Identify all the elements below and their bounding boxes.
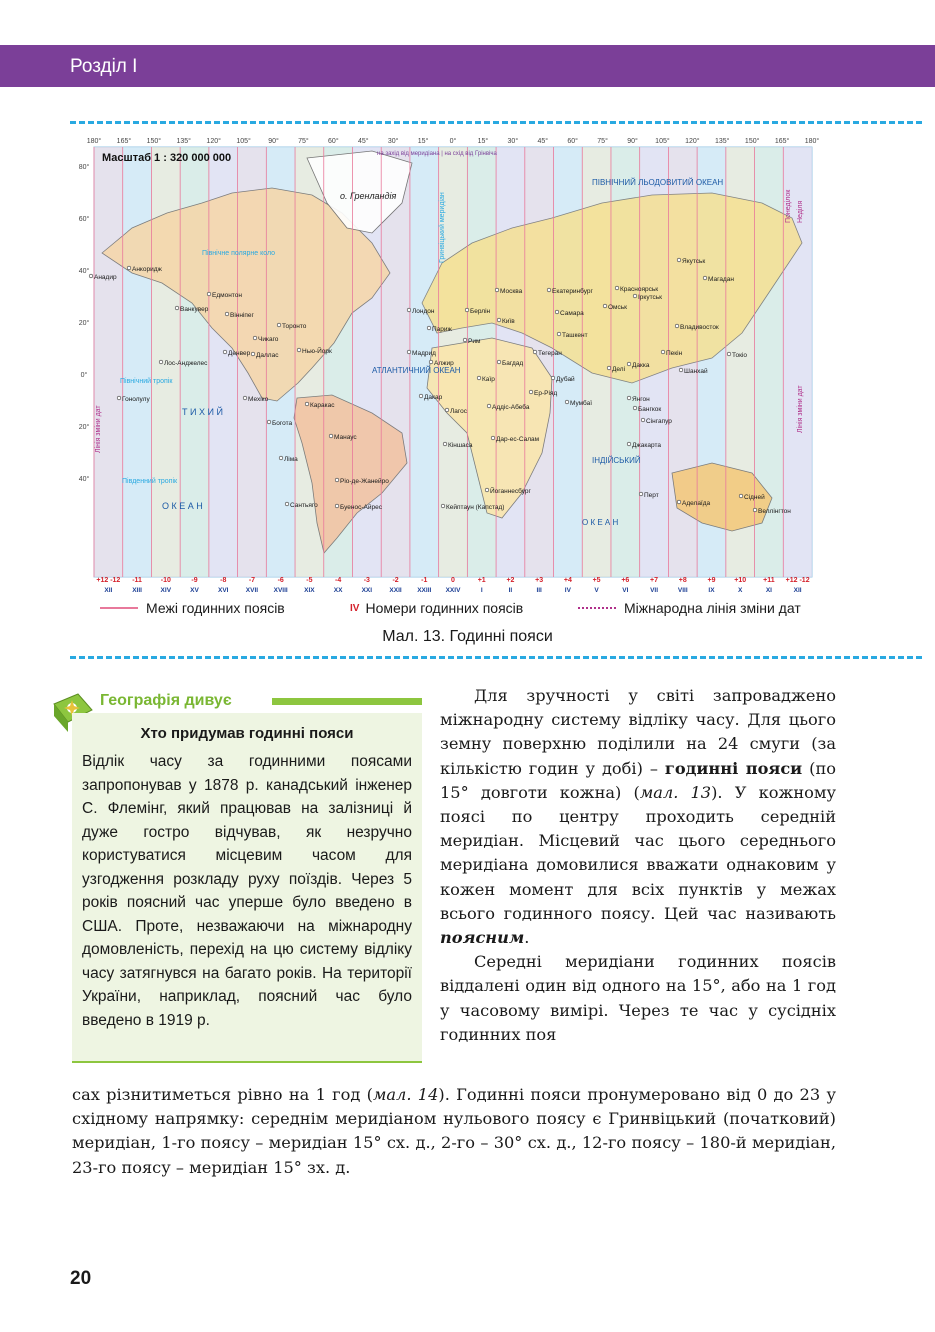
city-label: Дакка: [632, 362, 650, 369]
city-marker-icon: [565, 400, 569, 404]
city-marker-icon: [533, 350, 537, 354]
city-marker-icon: [305, 402, 309, 406]
city-marker-icon: [223, 350, 227, 354]
p1-part-b: (по 15° довготи кожна) (: [440, 758, 837, 802]
city-label: Каїр: [482, 376, 495, 383]
zone-roman-label: III: [536, 587, 542, 594]
city-marker-icon: [639, 492, 643, 496]
zone-offset-label: +8: [678, 577, 687, 584]
vertical-label-dateline-left: Лінія зміни дат: [95, 405, 102, 453]
zone-roman-label: XIII: [132, 587, 142, 594]
city-label: Дар-ес-Салам: [496, 436, 540, 443]
city-marker-icon: [753, 508, 757, 512]
p1-part-d: .: [524, 928, 530, 948]
city-label: Ер-Ріяд: [534, 390, 558, 397]
city-label: Ліма: [284, 456, 298, 463]
city-label: Чикаго: [258, 336, 279, 343]
legend-zone-bounds-label: Межі годинних поясів: [146, 600, 285, 616]
city-label: Делі: [612, 366, 626, 373]
city-label: Ташкент: [562, 332, 588, 339]
vertical-label-monday: Понеділок: [785, 189, 792, 223]
degree-label: 105°: [655, 138, 670, 145]
city-label: Самара: [560, 310, 584, 317]
degree-label: 120°: [685, 138, 700, 145]
zone-roman-label: XVII: [245, 587, 259, 594]
section-header-bar: [0, 45, 935, 87]
city-label: Аделаїда: [682, 500, 711, 507]
vertical-label-sunday: Неділя: [797, 200, 804, 223]
main-text-column: [440, 684, 836, 1047]
city-label: Сантьяго: [290, 502, 318, 509]
city-label: Джакарта: [632, 442, 661, 449]
time-zones-map: [72, 133, 820, 598]
zone-offset-label: +12 -12: [785, 577, 810, 584]
city-marker-icon: [463, 338, 467, 342]
zone-offset-label: -11: [132, 577, 142, 584]
degree-label: 0°: [449, 138, 457, 145]
term-zone-time: поясним: [440, 928, 525, 948]
latitude-label: 60°: [78, 216, 90, 223]
degree-label: 75°: [298, 138, 309, 145]
figure-ref-14: мал. 14: [372, 1085, 439, 1104]
city-marker-icon: [555, 310, 559, 314]
degree-label: 90°: [627, 138, 638, 145]
city-label: Лос-Анджелес: [164, 360, 208, 367]
page-number: 20: [70, 1268, 92, 1289]
degree-label: 60°: [567, 138, 578, 145]
city-label: Манаус: [334, 434, 357, 441]
city-marker-icon: [445, 408, 449, 412]
p1-part-c: ). У кожному поясі по центру проходить середній меридіан. Місцевий час цього середнього меридіана домовилися вважати однаковим у кожен момент для всіх пунктів у межах всього годинного поясу. Цей час називають: [440, 782, 836, 923]
place-label-atlantic: АТЛАНТИЧНИЙ ОКЕАН: [372, 366, 461, 375]
degree-label: 90°: [268, 138, 279, 145]
zone-offset-label: +7: [650, 577, 659, 584]
city-label: Лагос: [450, 408, 467, 415]
city-label: Перт: [644, 492, 659, 499]
city-marker-icon: [607, 366, 611, 370]
city-marker-icon: [633, 294, 637, 298]
degree-label: 15°: [477, 138, 489, 145]
map-legend: [100, 598, 830, 620]
city-marker-icon: [627, 362, 631, 366]
city-marker-icon: [329, 434, 333, 438]
city-marker-icon: [703, 276, 707, 280]
city-label: Мехіко: [248, 396, 269, 403]
city-label: Едмонтон: [212, 292, 242, 299]
latitude-label: 40°: [78, 268, 90, 275]
city-marker-icon: [335, 478, 339, 482]
city-marker-icon: [677, 500, 681, 504]
city-label: Богота: [272, 420, 293, 427]
place-label-ocean-left: О К Е А Н: [162, 501, 203, 511]
sidebar-text: Відлік часу за годинними поясами запропонував у 1878 р. канадський інженер С. Флемінг, який працював на залізниці й дуже гостро відчував, як незручно користуватися місцевим часом для узгодження розкладу руху поїздів. Через 5 років поясний час уперше було введено в США. Проте, незважаючи на міжнародну домовленість, перехід на цю систему відліку часу затягнувся на багато років. На території України, наприклад, поясний час було введено в 1919 р.: [82, 753, 412, 1029]
degree-label: 120°: [206, 138, 221, 145]
degree-label: 105°: [236, 138, 251, 145]
p2-full-part-a: сах різнитиметься рівно на 1 год (: [72, 1085, 373, 1104]
bottom-dashed-divider: [70, 656, 922, 659]
degree-label: 30°: [507, 138, 519, 145]
city-label: Багдад: [502, 360, 524, 367]
degree-label: 165°: [116, 138, 132, 145]
city-marker-icon: [277, 323, 281, 327]
zone-roman-label: IV: [564, 587, 571, 594]
zone-roman-label: XII: [793, 587, 802, 594]
zone-offset-label: +6: [621, 577, 630, 584]
zone-offset-label: -4: [335, 577, 342, 584]
p2-full-part-b: ). Годинні пояси пронумеровано від 0 до 23 у східному напрямку: середнім меридіаном нульового поясу є Гринвіцький (початковий) меридіан, 1-го поясу – меридіан 15° сх. д., 2-го – 30° сх. д., 12-го поясу – 180-й меридіан, 23-го поясу – меридіан 15° зх. д.: [72, 1085, 836, 1177]
figure-ref-13: мал. 13: [639, 782, 712, 802]
city-marker-icon: [675, 324, 679, 328]
city-label: Сінгапур: [646, 418, 672, 425]
city-marker-icon: [633, 406, 637, 410]
zone-offset-label: +1: [477, 577, 486, 584]
zone-offset-label: -8: [220, 577, 227, 584]
zone-offset-label: -7: [248, 577, 256, 584]
zone-offset-label: -3: [363, 577, 370, 584]
city-label: Пекін: [666, 350, 683, 357]
city-label: Дубай: [556, 376, 575, 383]
zone-roman-label: XII: [104, 587, 113, 594]
latitude-label: 20°: [78, 320, 90, 327]
city-marker-icon: [407, 350, 411, 354]
degree-label: 165°: [774, 138, 790, 145]
zone-roman-label: XX: [333, 587, 343, 594]
place-label-arctic-ocean: ПІВНІЧНИЙ ЛЬОДОВИТИЙ ОКЕАН: [592, 178, 724, 187]
city-label: Шанхай: [684, 368, 708, 375]
city-label: Іркутськ: [638, 294, 662, 301]
city-marker-icon: [279, 456, 283, 460]
dateline-dotted-icon: [578, 607, 616, 609]
zone-offset-label: -6: [277, 577, 284, 584]
city-marker-icon: [497, 360, 501, 364]
city-marker-icon: [727, 352, 731, 356]
degree-label: 150°: [146, 138, 162, 145]
city-label: Денвер: [228, 350, 251, 357]
city-marker-icon: [285, 502, 289, 506]
city-marker-icon: [419, 394, 423, 398]
city-label: Сідней: [744, 494, 765, 501]
city-marker-icon: [159, 360, 163, 364]
zone-offset-label: +3: [535, 577, 544, 584]
zone-roman-label: XXIV: [445, 587, 461, 594]
city-marker-icon: [335, 504, 339, 508]
city-marker-icon: [243, 396, 247, 400]
degree-label: 135°: [715, 138, 730, 145]
city-label: Янгон: [632, 396, 650, 403]
city-marker-icon: [495, 288, 499, 292]
degree-label: 150°: [744, 138, 760, 145]
zone-offset-label: +10: [734, 577, 747, 584]
city-label: Тегеран: [538, 350, 562, 357]
city-marker-icon: [627, 442, 631, 446]
vertical-label-prime-meridian: Гринвіцький меридіан: [439, 192, 446, 263]
legend-zone-numbers: [350, 600, 523, 616]
zone-number-marker: IV: [350, 602, 360, 614]
degree-label: 75°: [597, 138, 608, 145]
city-label: Рим: [468, 338, 481, 345]
city-label: Веллінгтон: [758, 508, 791, 515]
zone-roman-label: V: [594, 587, 599, 594]
city-label: Мадрид: [412, 350, 436, 357]
zone-offset-label: +4: [563, 577, 572, 584]
city-label: Анкоридж: [132, 266, 162, 273]
city-label: Даллас: [256, 352, 279, 359]
latitude-label: 20°: [78, 424, 90, 431]
sidebar-title: Хто придумав годинні пояси: [140, 725, 354, 742]
city-marker-icon: [641, 418, 645, 422]
degree-label: 60°: [328, 138, 339, 145]
place-label-pacific-left: Т И Х И Й: [182, 407, 223, 417]
place-label-north-tropic: Північний тропік: [120, 378, 173, 385]
city-marker-icon: [465, 308, 469, 312]
city-marker-icon: [477, 376, 481, 380]
city-label: Москва: [500, 288, 523, 295]
city-label: Гонолулу: [122, 396, 150, 403]
city-marker-icon: [615, 286, 619, 290]
degree-label: 45°: [537, 138, 549, 145]
city-label: Мумбаї: [570, 400, 593, 407]
zone-roman-label: VIII: [677, 587, 688, 594]
zone-roman-label: XXII: [389, 587, 402, 594]
legend-zone-bounds: [100, 600, 285, 616]
degree-label: 135°: [176, 138, 191, 145]
zone-offset-label: +12 -12: [96, 577, 121, 584]
degree-label: 15°: [417, 138, 429, 145]
city-label: Дакар: [424, 394, 443, 401]
city-marker-icon: [487, 404, 491, 408]
section-label: Розділ I: [70, 56, 138, 77]
zone-roman-label: XV: [190, 587, 199, 594]
place-label-greenland: о. Гренландія: [340, 191, 397, 201]
zone-stripe: [123, 147, 152, 577]
sidebar-tag: Географія дивує: [100, 692, 232, 709]
zone-offset-label: 0: [451, 577, 455, 584]
sidebar-tag-bar: [272, 698, 422, 705]
city-label: Лондон: [412, 308, 435, 315]
zone-offset-label: -9: [191, 577, 198, 584]
city-label: Торонто: [282, 323, 307, 330]
p1-part-a: Для зручності у світі запроваджено міжнародну систему відліку часу. Для цього земну поверхню поділили на 24 смуги (за кількістю годин у добі) –: [440, 686, 836, 778]
city-label: Якутськ: [682, 258, 706, 265]
city-marker-icon: [529, 390, 533, 394]
city-label: Бангкок: [638, 406, 662, 413]
place-label-indian-ocean: О К Е А Н: [582, 518, 619, 527]
city-marker-icon: [441, 504, 445, 508]
zone-roman-label: XIV: [160, 587, 172, 594]
latitude-label: 80°: [78, 164, 90, 171]
city-marker-icon: [297, 348, 301, 352]
city-marker-icon: [89, 274, 93, 278]
city-label: Вінніпег: [230, 312, 254, 319]
zone-offset-label: -2: [392, 577, 399, 584]
legend-zone-numbers-label: Номери годинних поясів: [365, 600, 524, 616]
city-marker-icon: [491, 436, 495, 440]
zone-roman-label: X: [738, 587, 743, 594]
city-marker-icon: [661, 350, 665, 354]
city-label: Париж: [432, 326, 452, 333]
city-label: Київ: [502, 318, 515, 325]
zone-roman-label: XXIII: [417, 587, 432, 594]
map-scale-label: Масштаб 1 : 320 000 000: [102, 152, 232, 164]
city-marker-icon: [251, 352, 255, 356]
legend-dateline: [578, 600, 801, 616]
city-marker-icon: [739, 494, 743, 498]
city-marker-icon: [427, 326, 431, 330]
place-label-indian: ІНДІЙСЬКИЙ: [592, 456, 641, 465]
zone-stripe: [94, 147, 123, 577]
city-label: Каракас: [310, 402, 335, 409]
zone-roman-label: IX: [708, 587, 715, 594]
city-label: Нью-Йорк: [302, 348, 332, 355]
zone-roman-label: XIX: [304, 587, 315, 594]
city-marker-icon: [603, 304, 607, 308]
city-label: Магадан: [708, 276, 734, 283]
city-marker-icon: [679, 368, 683, 372]
vertical-label-dateline-right: Лінія зміни дат: [797, 385, 804, 433]
paragraph-2-start: [440, 950, 836, 1047]
city-marker-icon: [127, 266, 131, 270]
city-marker-icon: [267, 420, 271, 424]
city-marker-icon: [497, 318, 501, 322]
zone-roman-label: I: [480, 587, 483, 594]
city-label: Ріо-де-Жанейро: [340, 478, 389, 485]
city-label: Буенос-Айрес: [340, 504, 382, 511]
city-marker-icon: [117, 396, 121, 400]
degree-label: 45°: [357, 138, 369, 145]
paragraph-1: [440, 684, 836, 950]
city-marker-icon: [429, 360, 433, 364]
zone-offset-label: -1: [421, 577, 428, 584]
zone-offset-label: -5: [306, 577, 313, 584]
zone-roman-label: II: [508, 587, 513, 594]
zone-offset-label: +11: [763, 577, 775, 584]
city-label: Йоганнесбург: [490, 488, 531, 495]
latitude-label: 40°: [78, 476, 90, 483]
latitude-label: 0°: [80, 372, 88, 379]
city-label: Омськ: [608, 304, 628, 311]
city-label: Токіо: [732, 352, 747, 359]
city-marker-icon: [175, 306, 179, 310]
p2-part-a: Середні меридіани годинних поясів віддалені один від одного на 15°, або на 1 год у часовому вимірі. Через те час у сусідніх годинних поя: [440, 952, 836, 1044]
city-marker-icon: [627, 396, 631, 400]
city-label: Аддіс-Абеба: [492, 404, 530, 411]
degree-label: 180°: [804, 138, 820, 145]
sidebar-box: [72, 713, 422, 1063]
city-marker-icon: [547, 288, 551, 292]
zone-roman-label: XXI: [361, 587, 373, 594]
zone-bound-line-icon: [100, 607, 138, 609]
city-marker-icon: [407, 308, 411, 312]
top-dashed-divider: [70, 121, 922, 124]
paragraph-2-continued: [72, 1083, 836, 1180]
main-text-full-width: [72, 1083, 836, 1180]
city-marker-icon: [207, 292, 211, 296]
zone-offset-label: +5: [592, 577, 601, 584]
city-marker-icon: [253, 336, 257, 340]
zone-roman-label: XVI: [217, 587, 229, 594]
zone-roman-label: XVIII: [273, 587, 288, 594]
degree-label: 180°: [86, 138, 102, 145]
city-label: Екатеринбург: [552, 288, 593, 295]
city-marker-icon: [551, 376, 555, 380]
zone-offset-label: -10: [160, 577, 171, 584]
city-label: Анадир: [94, 274, 117, 281]
figure-caption: Мал. 13. Годинні пояси: [382, 628, 553, 645]
city-label: Алжир: [434, 360, 454, 367]
place-label-south-tropic: Південний тропік: [122, 478, 178, 485]
city-marker-icon: [557, 332, 561, 336]
city-marker-icon: [225, 312, 229, 316]
city-marker-icon: [677, 258, 681, 262]
zone-roman-label: XI: [765, 587, 772, 594]
city-label: Ванкувер: [180, 306, 209, 313]
city-label: Кейптаун (Капстад): [446, 504, 505, 511]
city-label: Кіншаса: [448, 442, 473, 449]
zone-roman-label: VII: [650, 587, 659, 594]
city-label: Владивосток: [680, 324, 719, 331]
degree-label: 30°: [387, 138, 399, 145]
city-marker-icon: [443, 442, 447, 446]
place-label-prime-note: на захід від меридіана | на схід від Грінвіча: [377, 151, 497, 157]
city-label: Красноярськ: [620, 286, 659, 293]
zone-offset-label: +9: [707, 577, 716, 584]
city-marker-icon: [485, 488, 489, 492]
term-time-zones: годинні пояси: [664, 758, 803, 778]
place-label-polar-circle: Північне полярне коло: [202, 250, 276, 257]
zone-offset-label: +2: [506, 577, 515, 584]
city-label: Берлін: [470, 308, 491, 315]
legend-dateline-label: Міжнародна лінія зміни дат: [624, 600, 801, 616]
zone-roman-label: VI: [622, 587, 629, 594]
